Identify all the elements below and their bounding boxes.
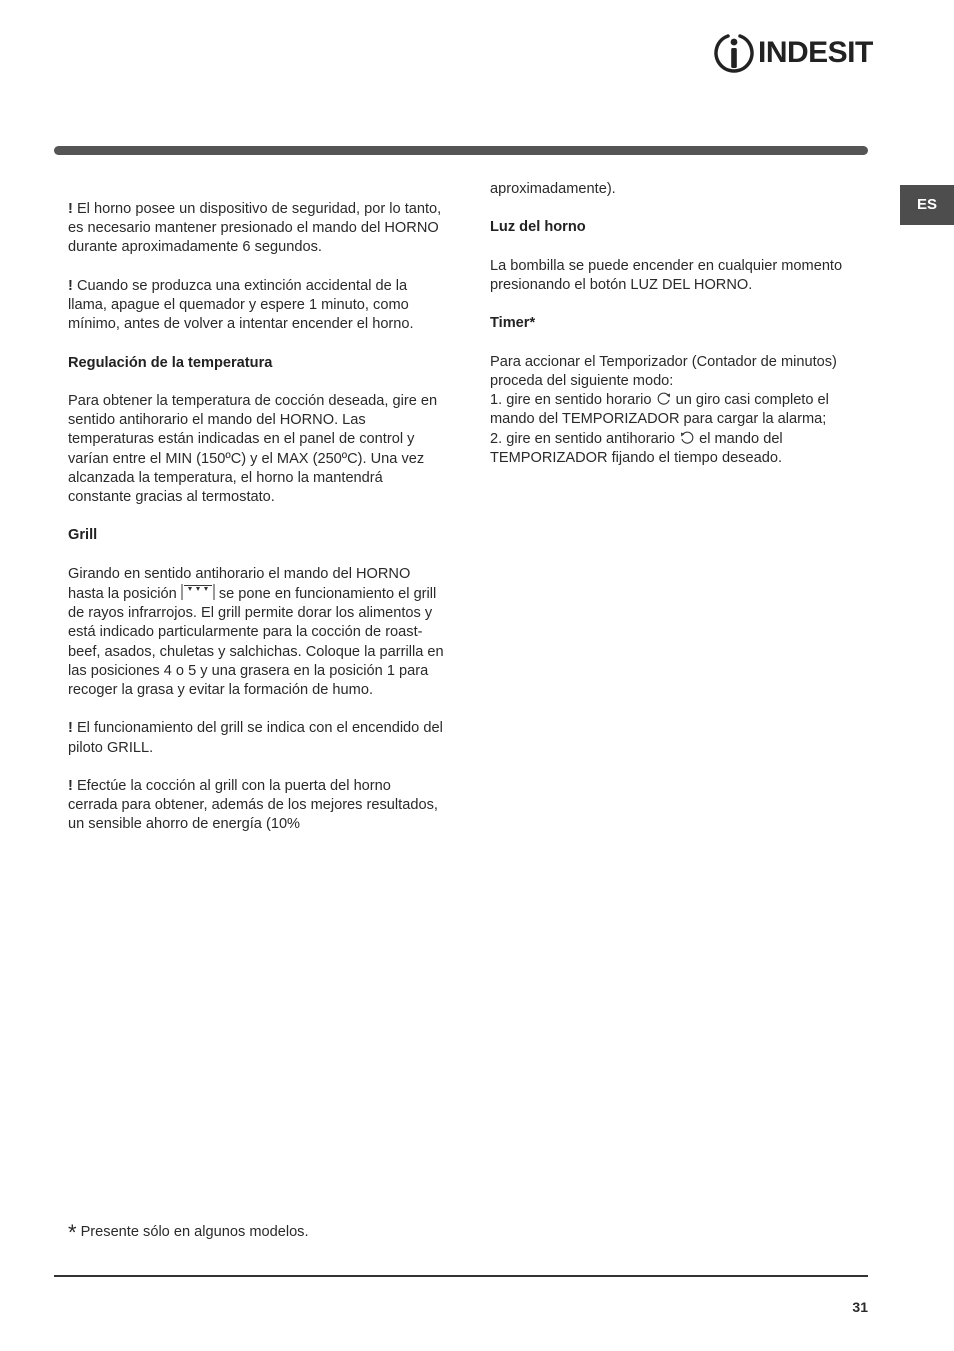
light-text: La bombilla se puede encender en cualquier momento presionando el botón LUZ DEL HORNO. [490,257,843,293]
flame-note-text: Cuando se produzca una extinción accidental de la llama, apague el quemador y espere 1 minuto, como mínimo, antes de volver a intentar encender el horno. [68,277,414,333]
warning-mark: ! [68,201,73,217]
timer-step-1a: 1. gire en sentido horario [490,392,652,409]
grill-indicator-text: El funcionamiento del grill se indica con el encendido del piloto GRILL. [68,720,443,756]
left-column [68,200,444,854]
warning-mark: ! [68,777,73,794]
grill-door-text: Efectúe la cocción al grill con la puerta del horno cerrada para obtener, además de los mejores resultados, un sensible ahorro de energía (10% [68,777,438,833]
continuation-text: aproximadamente). [490,181,616,197]
temperature-text: Para obtener la temperatura de cocción deseada, gire en sentido antihorario el mando del HORNO. Las temperaturas están indicadas en el panel de control y varían entre el MIN (150ºC) y el MAX (250ºC). Una vez alcanzada la temperatura, el horno la mantendrá constante gracias al termostato. [68,392,438,505]
footnote-mark: * [68,1220,77,1245]
section-heading-light: Luz del horno [490,219,586,236]
flame-note [68,277,444,335]
right-column [490,180,866,487]
timer-step-1b: un giro casi completo el mando del TEMPORIZADOR para cargar la alarma; [490,392,829,428]
clockwise-icon [656,391,672,406]
grill-icon [181,584,215,600]
timer-intro: Para accionar el Temporizador (Contador de minutos) proceda del siguiente modo: [490,353,837,389]
section-heading-timer: Timer* [490,315,536,332]
grill-text-b: se pone en funcionamiento el grill de rayos infrarrojos. El grill permite dorar los alimentos y está indicado particularmente para la cocción de roast-beef, asados, chuletas y salchichas. Coloque la parrilla en las posiciones 4 o 5 y una grasera en la posición 1 para recoger la grasa y evitar la formación de humo. [68,585,444,698]
grill-indicator-note [68,719,444,757]
header-rule [54,146,868,155]
brand-name: INDESIT [758,36,873,69]
timer-step-2a: 2. gire en sentido antihorario [490,430,675,447]
grill-door-note [68,777,444,835]
page-number: 31 [852,1299,868,1315]
footer-rule [54,1275,868,1277]
grill-text [68,565,444,700]
section-heading-grill: Grill [68,527,98,544]
timer-instructions [490,353,866,468]
indesit-logo-icon [714,32,754,76]
timer-step-2b: el mando del TEMPORIZADOR fijando el tiempo deseado. [490,430,783,466]
section-heading-temperature: Regulación de la temperatura [68,354,273,371]
safety-note-text: El horno posee un dispositivo de seguridad, por lo tanto, es necesario mantener presionado el mando del HORNO durante aproximadamente 6 segundos. [68,201,442,256]
warning-mark: ! [68,277,73,294]
brand-logo [714,32,873,76]
safety-note [68,200,444,258]
footnote-text: Presente sólo en algunos modelos. [80,1224,309,1240]
grill-text-a: Girando en sentido antihorario el mando del HORNO hasta la posición [68,565,411,602]
language-tab: ES [900,185,954,225]
footnote [68,1222,309,1243]
counterclockwise-icon [679,430,695,445]
warning-mark: ! [68,720,73,737]
